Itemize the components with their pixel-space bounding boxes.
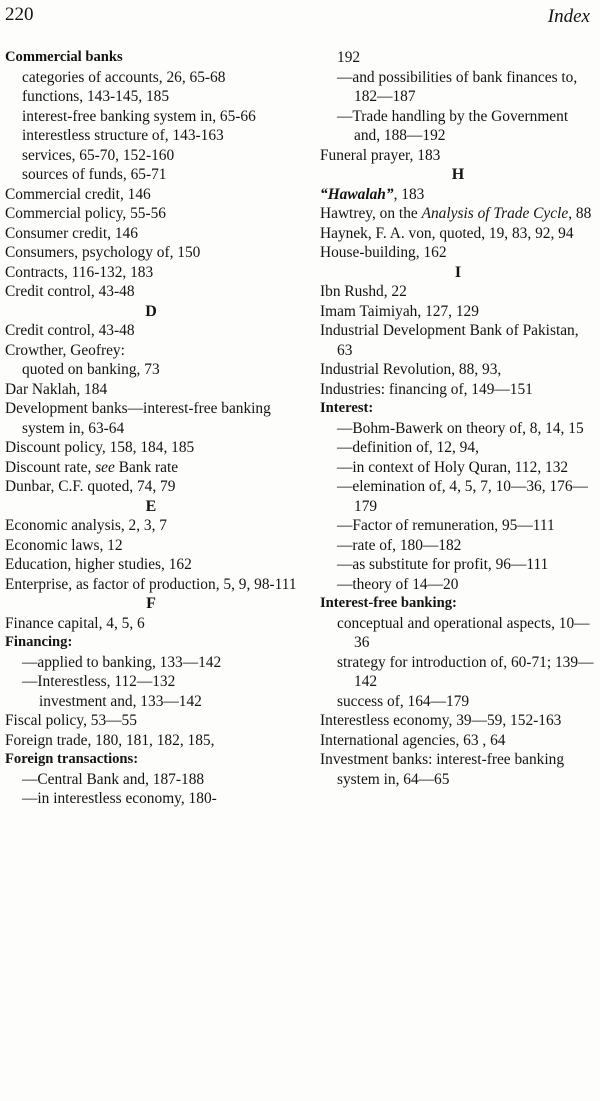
index-entry: “Hawalah”, 183 bbox=[320, 185, 425, 203]
page-number: 220 bbox=[5, 4, 34, 25]
index-entry: International agencies, 63 , 64 bbox=[320, 731, 506, 749]
index-entry: Consumers, psychology of, 150 bbox=[5, 244, 201, 261]
index-entry: Economic laws, 12 bbox=[5, 536, 123, 554]
index-entry: Industrial Development Bank of Pakistan, 63 bbox=[320, 322, 579, 359]
index-heading: Financing: bbox=[5, 634, 73, 650]
index-subentry: conceptual and operational aspects, 10—36 bbox=[337, 614, 590, 651]
index-subentry: —as substitute for profit, 96—111 bbox=[337, 556, 549, 573]
index-entry: Crowther, Geofrey: bbox=[5, 341, 125, 359]
index-entry: House-building, 162 bbox=[320, 244, 447, 261]
index-subentry: —applied to banking, 133—142 bbox=[22, 653, 222, 671]
index-entry: Consumer credit, 146 bbox=[5, 224, 138, 242]
index-entry: Interestless economy, 39—59, 152-163 bbox=[320, 712, 562, 729]
index-subentry: —definition of, 12, 94, bbox=[337, 439, 479, 456]
index-subentry: —in context of Holy Quran, 112, 132 bbox=[337, 458, 569, 476]
index-entry: Fiscal policy, 53—55 bbox=[5, 712, 137, 729]
index-section-letter: E bbox=[145, 497, 157, 515]
index-entry: Ibn Rushd, 22 bbox=[320, 283, 407, 300]
index-entry: Education, higher studies, 162 bbox=[5, 556, 192, 573]
index-entry: Discount rate, see Bank rate bbox=[5, 458, 179, 476]
index-entry: Imam Taimiyah, 127, 129 bbox=[320, 302, 479, 320]
index-entry: Dunbar, C.F. quoted, 74, 79 bbox=[5, 478, 176, 495]
index-subentry: —Central Bank and, 187-188 bbox=[22, 770, 205, 788]
index-subentry: quoted on banking, 73 bbox=[22, 361, 160, 378]
index-section-letter: F bbox=[146, 595, 156, 612]
index-subentry: interestless structure of, 143-163 bbox=[22, 127, 224, 144]
index-subentry: —in interestless economy, 180- bbox=[22, 790, 217, 807]
index-subentry: strategy for introduction of, 60-71; 139—142 bbox=[337, 653, 594, 690]
index-entry: Dar Naklah, 184 bbox=[5, 380, 108, 398]
index-subentry: functions, 143-145, 185 bbox=[22, 88, 170, 105]
index-section-letter: H bbox=[451, 166, 465, 183]
index-heading: Foreign transactions: bbox=[5, 751, 139, 767]
index-entry: Commercial credit, 146 bbox=[5, 185, 151, 203]
index-entry: Economic analysis, 2, 3, 7 bbox=[5, 517, 167, 534]
index-subentry: —Bohm-Bawerk on theory of, 8, 14, 15 bbox=[337, 419, 584, 437]
running-head: Index bbox=[547, 6, 590, 27]
index-subentry: categories of accounts, 26, 65-68 bbox=[22, 68, 226, 86]
index-subentry: —theory of 14—20 bbox=[337, 575, 459, 593]
index-subentry: —and possibilities of bank finances to, 182—187 bbox=[337, 68, 578, 105]
index-entry: Commercial policy, 55-56 bbox=[5, 205, 166, 222]
index-subentry: sources of funds, 65-71 bbox=[22, 166, 167, 183]
index-entry: Credit control, 43-48 bbox=[5, 283, 135, 300]
index-entry: Foreign trade, 180, 181, 182, 185, bbox=[5, 731, 215, 749]
index-subentry: success of, 164—179 bbox=[337, 692, 470, 710]
index-entry: Finance capital, 4, 5, 6 bbox=[5, 614, 145, 632]
index-entry: Funeral prayer, 183 bbox=[320, 146, 441, 164]
index-entry: Enterprise, as factor of production, 5, 9, 98-111 bbox=[5, 575, 297, 593]
index-entry: Hawtrey, on the Analysis of Trade Cycle, 88 bbox=[320, 205, 592, 222]
index-subentry: services, 65-70, 152-160 bbox=[22, 146, 175, 164]
index-heading: Commercial banks bbox=[5, 49, 123, 65]
index-entry: Development banks—interest-free banking system in, 63-64 bbox=[5, 400, 271, 437]
index-heading: Interest-free banking: bbox=[320, 595, 457, 611]
index-entry: Credit control, 43-48 bbox=[5, 322, 135, 339]
index-subentry: —Factor of remuneration, 95—111 bbox=[337, 517, 555, 534]
index-entry: Discount policy, 158, 184, 185 bbox=[5, 439, 195, 456]
index-section-letter: D bbox=[145, 302, 157, 320]
index-entry: Contracts, 116-132, 183 bbox=[5, 263, 154, 281]
index-heading: Interest: bbox=[320, 400, 374, 416]
index-subentry: investment and, 133—142 bbox=[39, 692, 202, 710]
index-column-left bbox=[5, 48, 297, 809]
index-entry: Investment banks: interest-free banking system in, 64—65 bbox=[320, 751, 565, 788]
index-entry: Haynek, F. A. von, quoted, 19, 83, 92, 94 bbox=[320, 224, 574, 242]
index-entry: Industrial Revolution, 88, 93, bbox=[320, 361, 502, 378]
index-subentry: —elemination of, 4, 5, 7, 10—36, 176—179 bbox=[337, 478, 588, 515]
index-subentry: 192 bbox=[337, 49, 361, 66]
index-column-right bbox=[320, 48, 596, 789]
index-subentry: —rate of, 180—182 bbox=[337, 536, 462, 554]
index-subentry: interest-free banking system in, 65-66 bbox=[22, 107, 256, 125]
index-entry: Industries: financing of, 149—151 bbox=[320, 380, 533, 398]
index-section-letter: I bbox=[454, 263, 462, 281]
index-subentry: —Interestless, 112—132 bbox=[22, 673, 176, 690]
index-subentry: —Trade handling by the Government and, 188—192 bbox=[337, 107, 569, 144]
